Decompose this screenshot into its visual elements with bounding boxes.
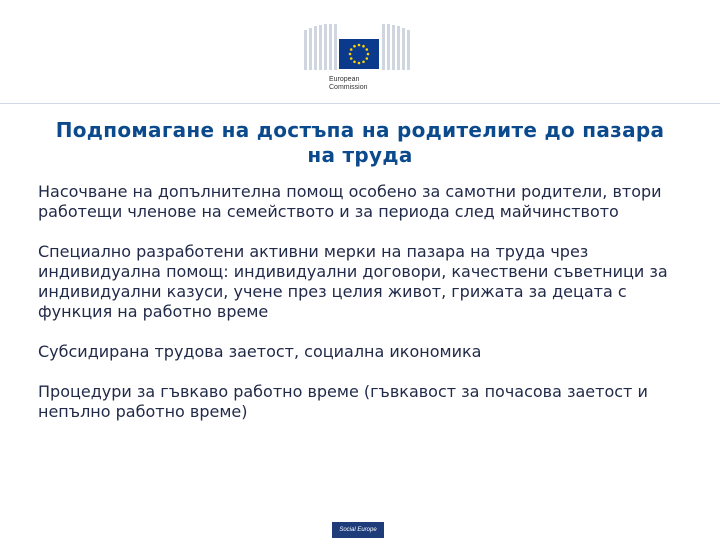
- slide-title: Подпомагане на достъпа на родителите до пазара на труда: [55, 118, 665, 167]
- logo-wordmark: [329, 76, 409, 92]
- bullet-item-2: Специално разработени активни мерки на пазара на труда чрез индивидуална помощ: индивидуални договори, качествени съветници за индивидуални казуси, учене през целия живот, грижата за децата с функция на работно време: [38, 242, 668, 321]
- bullet-item-3: Субсидирана трудова заетост, социална икономика: [38, 342, 482, 361]
- social-europe-logo: Social Europe: [332, 522, 384, 538]
- bullet-item-1: Насочване на допълнителна помощ особено за самотни родители, втори работещи членове на семейството и за периода след майчинството: [38, 182, 662, 221]
- logo-line-2: Commission: [329, 84, 368, 91]
- eu-commission-logo: [302, 22, 412, 98]
- header-band: [0, 0, 720, 103]
- logo-line-1: European: [329, 76, 360, 83]
- bullet-item-4: Процедури за гъвкаво работно време (гъвкавост за почасова заетост и непълно работно време): [38, 382, 648, 421]
- eu-stars-icon: [339, 39, 379, 69]
- bullet-list: [38, 182, 688, 442]
- eu-flag-icon: [339, 39, 379, 69]
- header-divider: [0, 103, 720, 104]
